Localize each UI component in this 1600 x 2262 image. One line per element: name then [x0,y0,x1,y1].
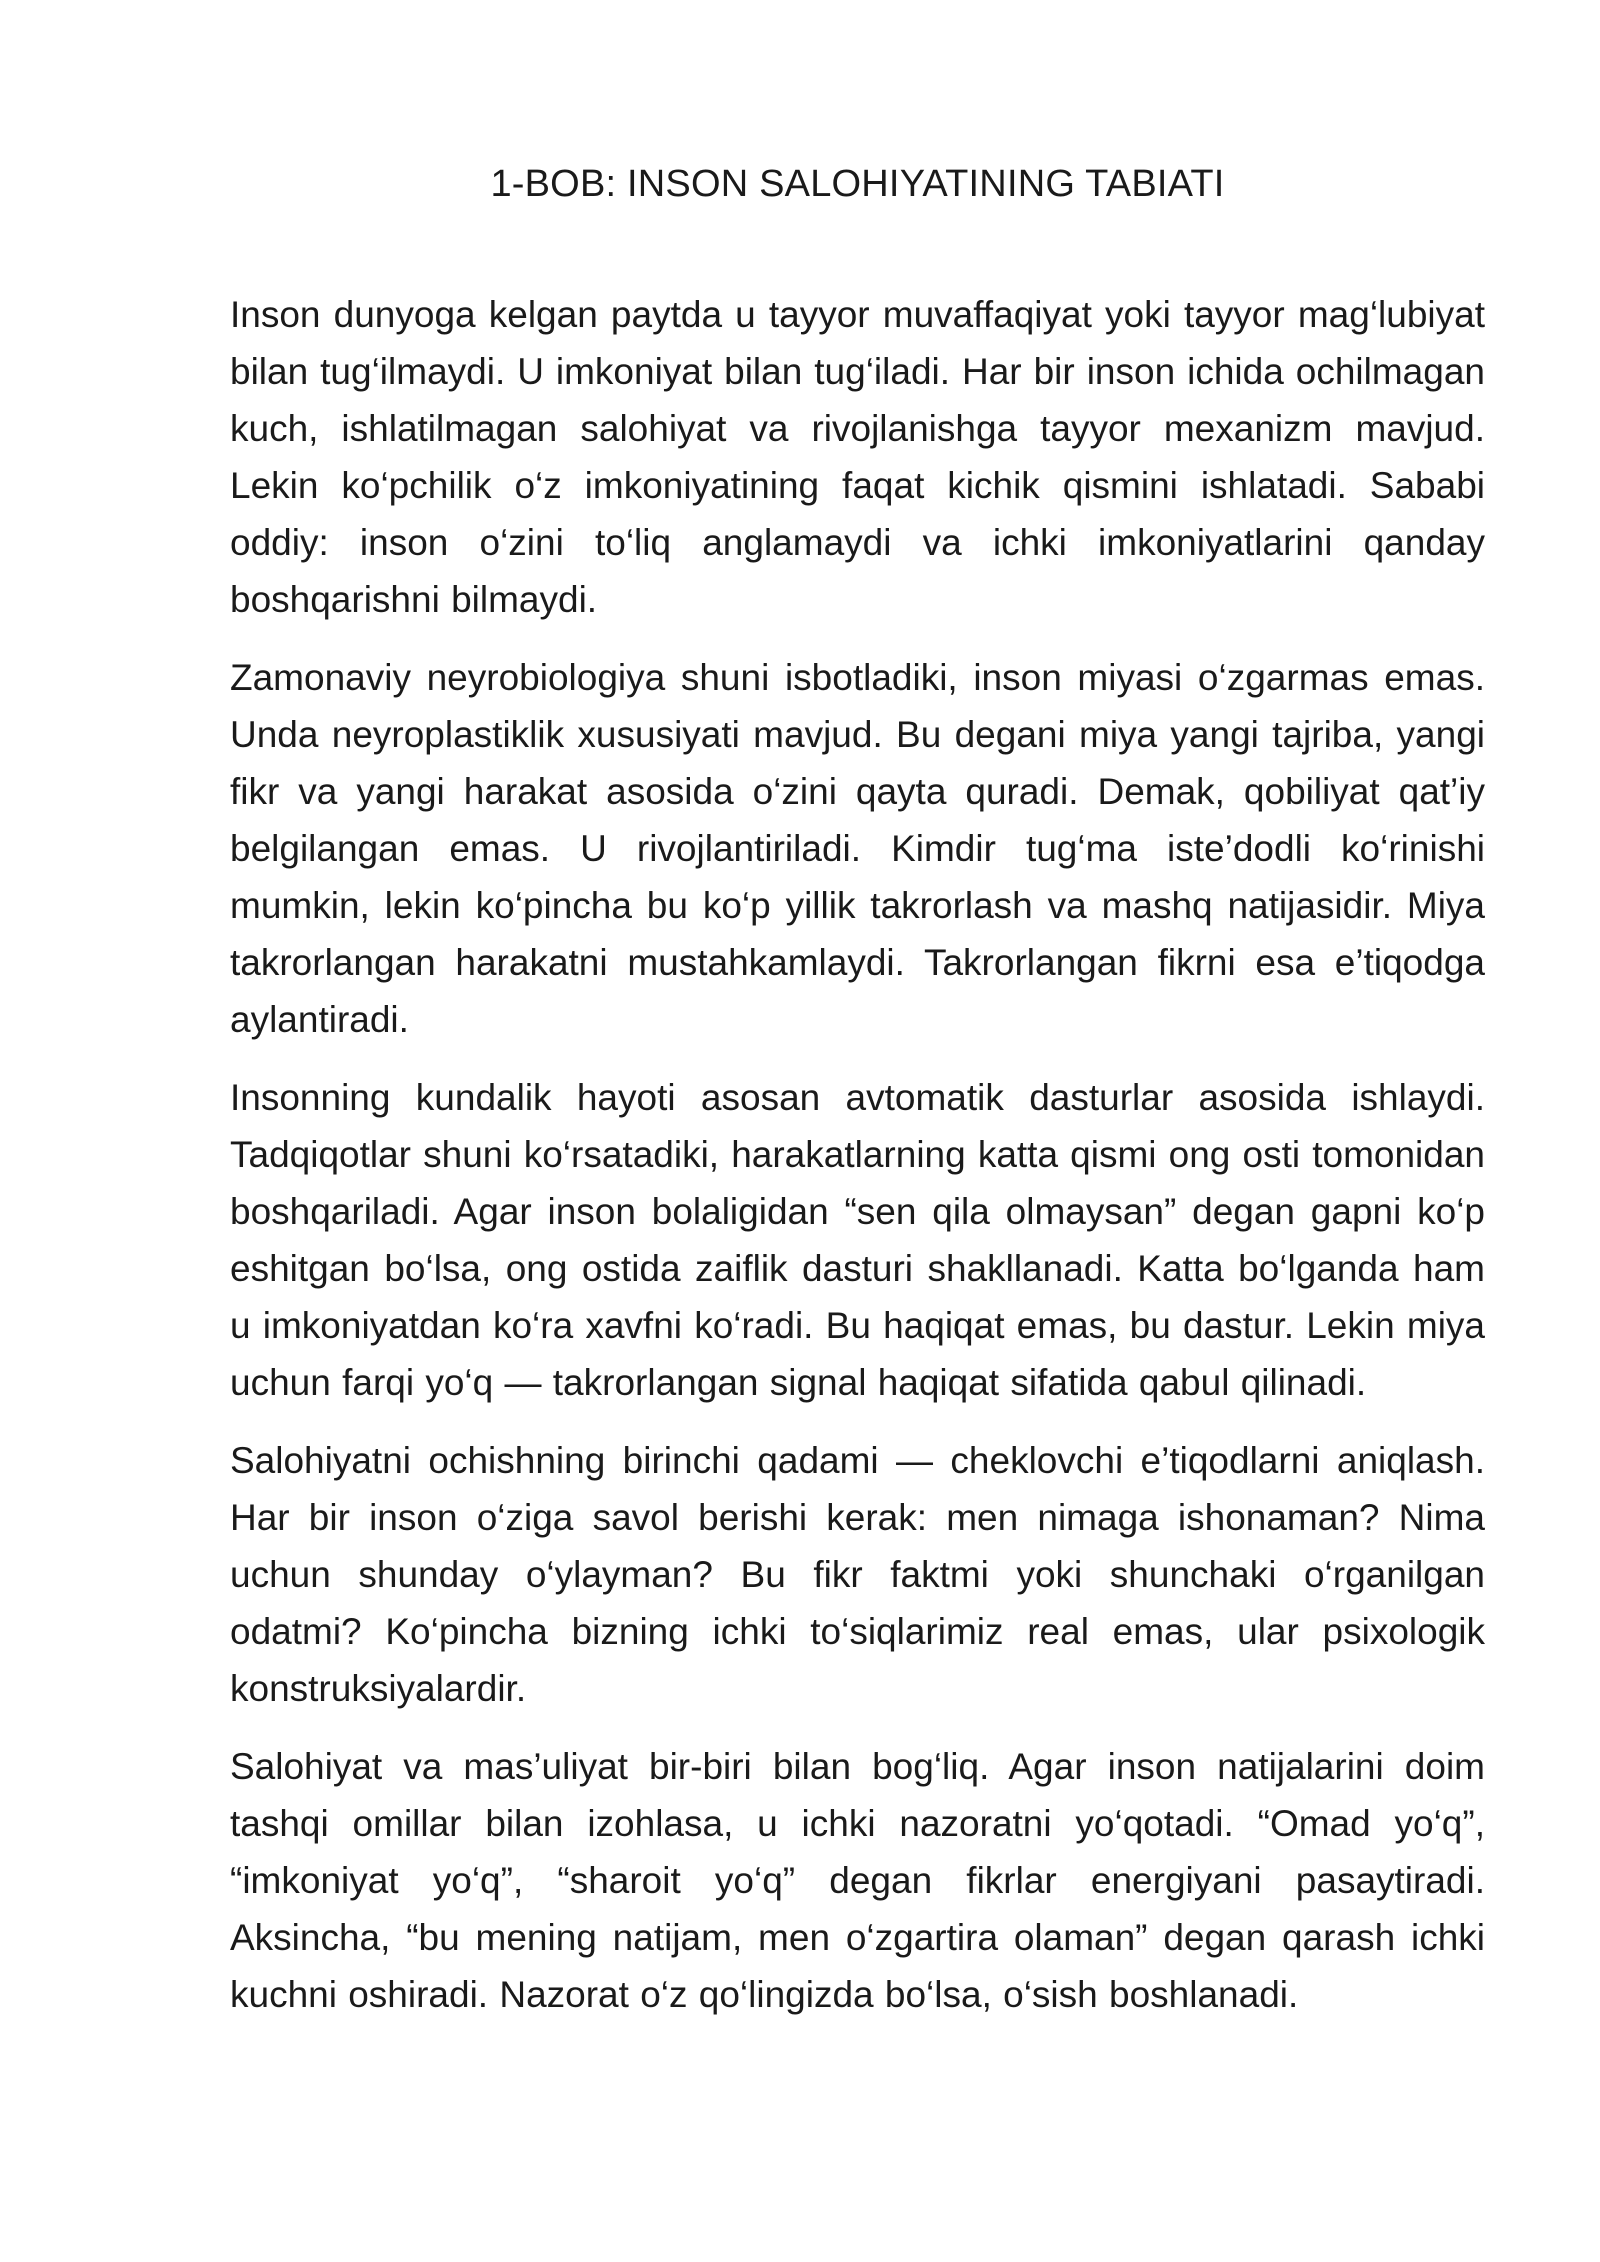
paragraph-5: Salohiyat va mas’uliyat bir-biri bilan bog‘liq. Agar inson natijalarini doim tashqi omillar bilan izohlasa, u ichki nazoratni yo‘qotadi. “Omad yo‘q”, “imkoniyat yo‘q”, “sharoit yo‘q” degan fikrlar energiyani pasaytiradi. Aksincha, “bu mening natijam, men o‘zgartira olaman” degan qarash ichki kuchni oshiradi. Nazorat o‘z qo‘lingizda bo‘lsa, o‘sish boshlanadi. [230,1746,1485,2015]
chapter-title: 1-BOB: INSON SALOHIYATINING TABIATI [490,163,1225,205]
paragraph-4: Salohiyatni ochishning birinchi qadami — cheklovchi e’tiqodlarni aniqlash. Har bir inson o‘ziga savol berishi kerak: men nimaga ishonaman? Nima uchun shunday o‘ylayman? Bu fikr faktmi yoki shunchaki o‘rganilgan odatmi? Ko‘pincha bizning ichki to‘siqlarimiz real emas, ular psixologik konstruksiyalardir. [230,1440,1485,1709]
paragraph-1: Inson dunyoga kelgan paytda u tayyor muvaffaqiyat yoki tayyor mag‘lubiyat bilan tug‘ilmaydi. U imkoniyat bilan tug‘iladi. Har bir inson ichida ochilmagan kuch, ishlatilmagan salohiyat va rivojlanishga tayyor mexanizm mavjud. Lekin ko‘pchilik o‘z imkoniyatining faqat kichik qismini ishlatadi. Sababi oddiy: inson o‘zini to‘liq anglamaydi va ichki imkoniyatlarini qanday boshqarishni bilmaydi. [230,294,1485,620]
paragraph-3: Insonning kundalik hayoti asosan avtomatik dasturlar asosida ishlaydi. Tadqiqotlar shuni ko‘rsatadiki, harakatlarning katta qismi ong osti tomonidan boshqariladi. Agar inson bolaligidan “sen qila olmaysan” degan gapni ko‘p eshitgan bo‘lsa, ong ostida zaiflik dasturi shakllanadi. Katta bo‘lganda ham u imkoniyatdan ko‘ra xavfni ko‘radi. Bu haqiqat emas, bu dastur. Lekin miya uchun farqi yo‘q — takrorlangan signal haqiqat sifatida qabul qilinadi. [230,1077,1485,1403]
paragraph-2: Zamonaviy neyrobiologiya shuni isbotladiki, inson miyasi o‘zgarmas emas. Unda neyroplastiklik xususiyati mavjud. Bu degani miya yangi tajriba, yangi fikr va yangi harakat asosida o‘zini qayta quradi. Demak, qobiliyat qat’iy belgilangan emas. U rivojlantiriladi. Kimdir tug‘ma iste’dodli ko‘rinishi mumkin, lekin ko‘pincha bu ko‘p yillik takrorlash va mashq natijasidir. Miya takrorlangan harakatni mustahkamlaydi. Takrorlangan fikrni esa e’tiqodga aylantiradi. [230,657,1485,1040]
